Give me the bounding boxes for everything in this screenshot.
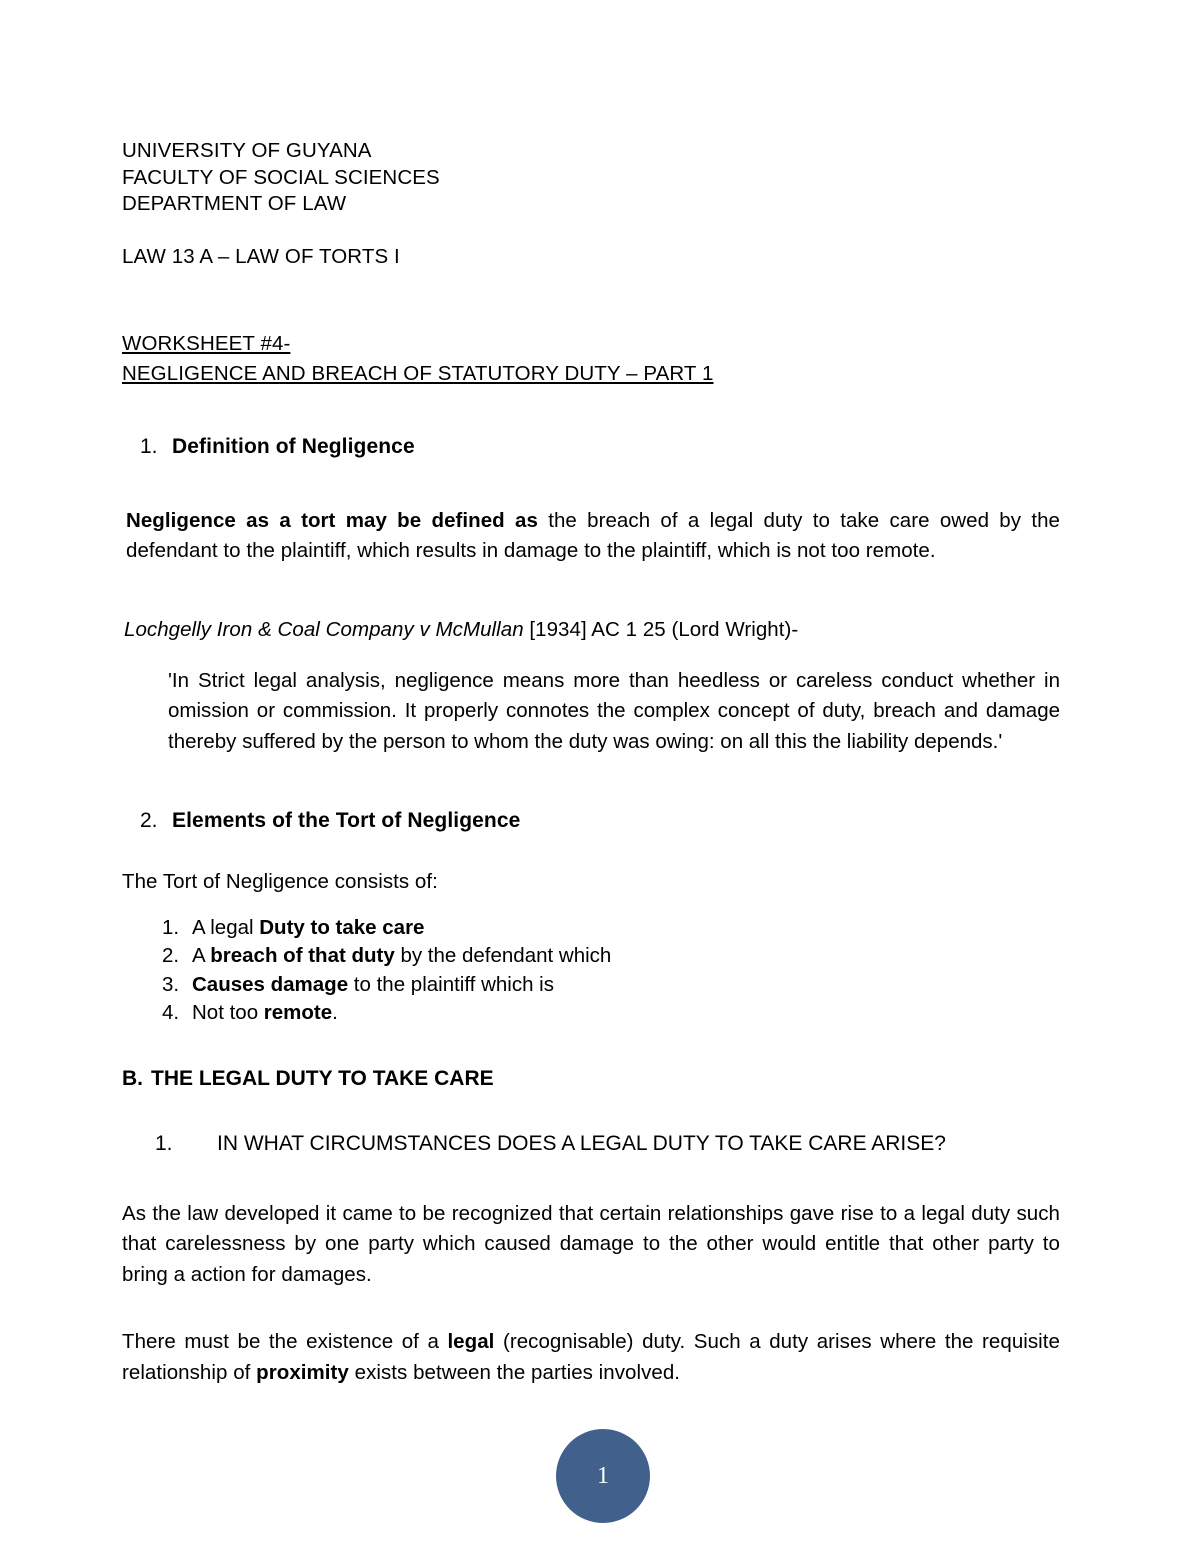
duty-paragraph-2-part-3: exists between the parties involved. <box>348 1360 681 1384</box>
duty-paragraph-2-bold-legal: legal <box>447 1330 495 1354</box>
page-number: 1 <box>597 1463 609 1489</box>
section-1-title: Definition of Negligence <box>172 434 415 458</box>
institution-line-3: DEPARTMENT OF LAW <box>122 192 347 216</box>
list-item-number: 2. <box>162 944 180 968</box>
section-b-sub-1-title: IN WHAT CIRCUMSTANCES DOES A LEGAL DUTY TO TAKE CARE ARISE? <box>217 1131 946 1155</box>
list-item-bold: remote <box>263 1001 333 1025</box>
list-item-bold: Causes damage <box>192 972 349 996</box>
section-1-heading <box>122 433 1060 461</box>
list-item-bold: Duty to take care <box>259 915 425 939</box>
course-title: LAW 13 A – LAW OF TORTS I <box>122 245 400 269</box>
page-number-badge <box>556 1429 650 1523</box>
duty-paragraph-2-part-2: (recognisable) duty. Such a duty arises where the requisite relationship of <box>122 1330 1060 1384</box>
worksheet-title-line-2 <box>122 359 1060 389</box>
list-item-post: by the defendant which <box>394 944 612 968</box>
section-2-heading <box>122 807 1060 835</box>
duty-paragraph-2-bold-proximity: proximity <box>256 1360 349 1384</box>
elements-list <box>122 914 1060 1028</box>
list-item <box>162 914 1060 943</box>
case-reference: [1934] AC 1 25 (Lord Wright)- <box>523 617 799 641</box>
worksheet-title <box>122 329 1060 389</box>
worksheet-title-line-1 <box>122 329 1060 359</box>
list-item-text <box>192 914 424 943</box>
section-2-marker: 2. <box>140 809 158 833</box>
section-b-heading <box>122 1065 1060 1093</box>
elements-intro: The Tort of Negligence consists of: <box>122 870 438 894</box>
list-item-number: 3. <box>162 972 180 996</box>
definition-bold-lead: Negligence as a tort may be defined as <box>126 508 538 532</box>
worksheet-subject-text: NEGLIGENCE AND BREACH OF STATUTORY DUTY – PART 1 <box>122 361 714 385</box>
list-item-text <box>192 999 338 1028</box>
list-item-bold: breach of that duty <box>210 944 395 968</box>
definition-paragraph <box>122 506 1060 567</box>
section-1-marker: 1. <box>140 434 158 458</box>
list-item-post: . <box>332 1001 338 1025</box>
section-b-sub-1-heading <box>155 1130 1060 1158</box>
list-item-text <box>192 942 611 971</box>
list-item-number: 1. <box>162 915 180 939</box>
list-item <box>162 971 1060 1000</box>
case-quotation: 'In Strict legal analysis, negligence means more than heedless or careless conduct whether in omission or commission. It properly connotes the complex concept of duty, breach and damage thereby suffered by the person to whom the duty was owing: on all this the liability depends.' <box>168 668 1060 753</box>
list-item <box>162 999 1060 1028</box>
definition-rest: the breach of a legal duty to take care owed by the defendant to the plaintiff, which results in damage to the plaintiff, which is not too remote. <box>126 508 1060 563</box>
institution-header <box>122 138 1060 218</box>
worksheet-number-text: WORKSHEET #4- <box>122 331 291 355</box>
section-b-title: THE LEGAL DUTY TO TAKE CARE <box>151 1066 494 1090</box>
list-item-pre: A <box>192 944 211 968</box>
list-item-pre: Not too <box>192 1001 264 1025</box>
list-item-post: to the plaintiff which is <box>348 972 554 996</box>
institution-line-2: FACULTY OF SOCIAL SCIENCES <box>122 165 440 189</box>
list-item-pre: A legal <box>192 915 260 939</box>
section-2-title: Elements of the Tort of Negligence <box>172 809 521 833</box>
list-item <box>162 942 1060 971</box>
section-b-marker: B. <box>122 1066 143 1090</box>
list-item-number: 4. <box>162 1001 180 1025</box>
section-b-sub-1-marker: 1. <box>155 1131 173 1155</box>
document-body <box>122 138 1060 1388</box>
institution-line-1: UNIVERSITY OF GUYANA <box>122 139 372 162</box>
list-item-text <box>192 971 554 1000</box>
duty-paragraph-2 <box>122 1327 1060 1388</box>
case-name: Lochgelly Iron & Coal Company v McMullan <box>124 617 524 641</box>
duty-paragraph-1: As the law developed it came to be recognized that certain relationships gave rise to a legal duty such that carelessness by one party which caused damage to the other would entitle that other party to bring a action for damages. <box>122 1201 1060 1286</box>
duty-paragraph-2-part-1: There must be the existence of a <box>122 1330 448 1354</box>
case-citation <box>122 615 1060 644</box>
